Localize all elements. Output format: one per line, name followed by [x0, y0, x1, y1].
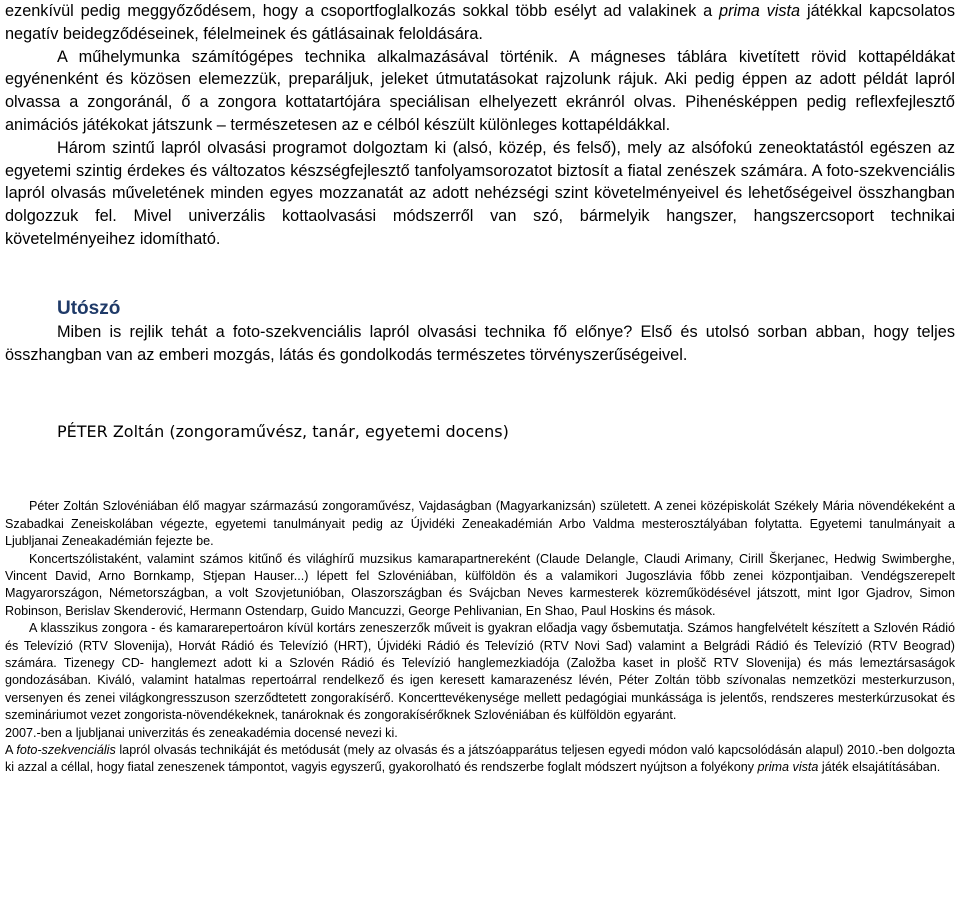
main-text [5, 0, 955, 251]
bio-paragraph-concerts: Koncertszólistaként, valamint számos kitűnő és világhírű muzsikus kamarapartnereként (Claude Delangle, Claudi Arimany, Cirill Škerjanec, Hedwig Swimberghe, Vincent David, Arno Bornkamp, Stjepan Hauser...) lépett fel Szlovéniában, külföldön és a valamikori Jugoszlávia főbb zenei központjaiban. Vendégszerepelt Magyarországon, Németországban, a volt Szovjetunióban, Olaszországban és Svájcban Neves karmesterek közreműködésével játszott, mint Igor Gjadrov, Simon Robinson, Berislav Skenderović, Hermann Ostendarp, Guido Mancuzzi, George Pehlivanian, En Shao, Paul Hoskins és mások. [5, 551, 955, 618]
bio-paragraph-origin: Péter Zoltán Szlovéniában élő magyar származású zongoraművész, Vajdaságban (Magyarkanizsán) született. A zenei középiskolát Székely Mária növendékeként a Szabadkai Zeneiskolában végezte, egyetemi tanulmányait pedig az Újvidéki Zeneakadémián Arbo Valdma mesterosztályában folytatta. Egyetemi tanulmányait a Ljubljanai Zeneakadémián fejezte be. [5, 499, 955, 549]
closing-text [5, 321, 955, 367]
italic-prima-vista-bio: prima vista [757, 760, 819, 775]
author-line: PÉTER Zoltán (zongoraművész, tanár, egyetemi docens) [57, 422, 509, 442]
bio-paragraph-docent: 2007.-ben a ljubljanai univerzitás és zeneakadémia docensé nevezi ki. [5, 725, 398, 740]
italic-prima-vista: prima vista [719, 2, 801, 20]
closing-paragraph: Miben is rejlik tehát a foto-szekvenciális lapról olvasási technika fő előnye? Első és utolsó sorban abban, hogy teljes összhangban van az emberi mozgás, látás és gondolkodás természetes törvényszerűségeivel. [5, 322, 955, 364]
bio-paragraph-recordings: A klasszikus zongora - és kamararepertoáron kívül kortárs zeneszerzők műveit is gyakran előadja vagy ősbemutatja. Számos hangfelvételt készített a Szlovén Rádió és Televízió (RTV Slovenija), Horvát Rádió és Televízió (HRT), Újvidéki Rádió és Televízió (RTV Novi Sad) valamint a Belgrádi Rádió és Televízió (RTV Beograd) számára. Tizenegy CD- hanglemezt adott ki a Szlovén Rádió és Televízió hanglemezkiadója (Založba kaset in plošč RTV Slovenija) és más lemeztársaságok gondozásában. Kiváló, valamint hatalmas repertoárral rendelkező és igen keresett kamarazenész lévén, Péter Zoltán több szívonalas nemzetközi mesterkurzuson, versenyen és zenei világkongresszuson szerződtetett zongorakísérő. Koncerttevékenysége mellett pedagógiai munkássága is jelentős, rendszeres mesterkúrzusokat és szemináriumot vezet zongorista-növendékeknek, tanároknak és zongorakísérőknek Szlovéniában és külföldön egyaránt. [5, 621, 955, 723]
author-bio [5, 498, 955, 777]
bio-paragraph-method: A foto-szekvenciális lapról olvasás technikáját és metódusát (mely az olvasás és a játszóapparátus teljesen egyedi módon való kapcsolódásán alapul) 2010.-ben dolgozta ki azzal a céllal, hogy fiatal zeneszenek támpontot, vagyis egyszerű, gyakorolható és rendszerbe foglalt módszert nyújtson a folyékony prima vista játék elsajátításában. [5, 743, 955, 775]
paragraph-prima-vista: ezenkívül pedig meggyőződésem, hogy a csoportfoglalkozás sokkal több esélyt ad valakinek a prima vista játékkal kapcsolatos negatív beidegződéseinek, félelmeinek és gátlásainak feloldására. [5, 2, 955, 43]
italic-foto-szekvencialis: foto-szekvenciális [16, 743, 116, 758]
section-heading: Utószó [57, 297, 121, 319]
paragraph-program: Három szintű lapról olvasási programot dolgoztam ki (alsó, közép, és felső), mely az alsófokú zeneoktatástól egészen az egyetemi szintig érdekes és változatos készségfejlesztő tanfolyamsorozatot biztosít a fiatal zenészek számára. A foto-szekvenciális lapról olvasás műveletének minden egyes mozzanatát az adott nehézségi szint követelményeivel és lehetőségeivel összhangban dolgozzuk fel. Mivel univerzális kottaolvasási módszerről van szó, bármelyik hangszer, hangszercsoport technikai követelményeihez idomítható. [5, 138, 955, 248]
paragraph-workshop: A műhelymunka számítógépes technika alkalmazásával történik. A mágneses táblára kivetített rövid kottapéldákat egyénenként és közösen elemezzük, preparáljuk, jeleket útmutatásokat rajzolunk rájuk. Aki pedig éppen az adott példát lapról olvassa a zongoránál, ő a zongora kottatartójára speciálisan elhelyezett ekránról olvas. Pihenésképpen pedig reflexfejlesztő animációs játékokat játszunk – természetesen az e célból készült különleges kottapéldákkal. [5, 47, 955, 134]
document-page [5, 0, 955, 777]
